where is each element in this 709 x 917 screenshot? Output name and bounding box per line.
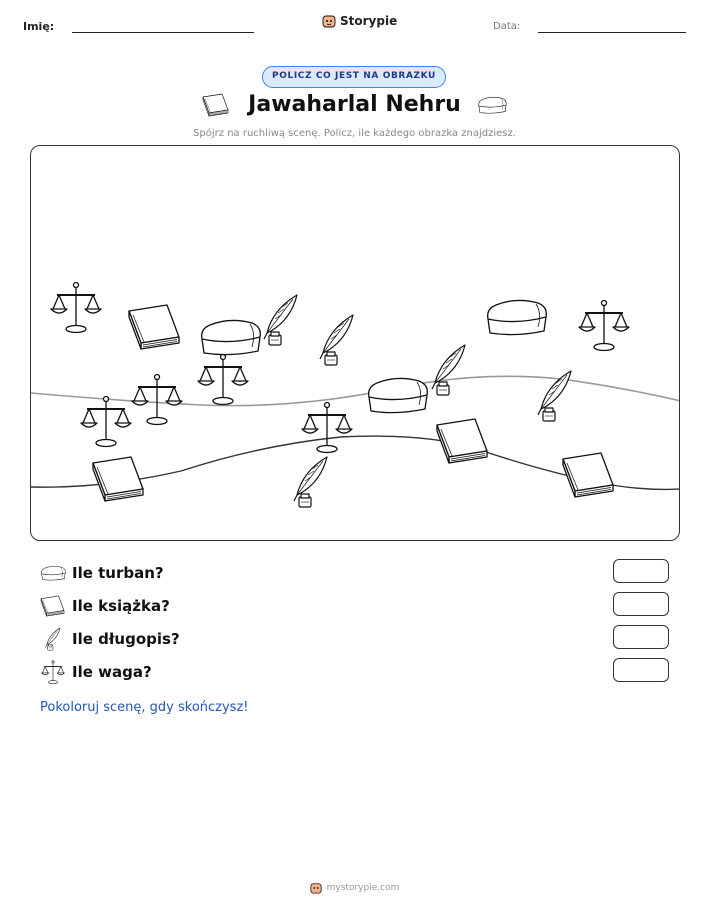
- instructions: Spójrz na ruchliwą scenę. Policz, ile każdego obrazka znajdziesz.: [193, 128, 516, 139]
- name-label: Imię:: [23, 20, 55, 33]
- question-label: Ile turban?: [72, 564, 164, 582]
- scale-icon: [40, 660, 66, 684]
- turban-icon: [488, 300, 547, 334]
- scale-icon: [579, 301, 629, 351]
- turban-icon: [369, 378, 428, 412]
- book-icon: [129, 305, 179, 349]
- scale-icon: [198, 355, 248, 405]
- answer-box-scale[interactable]: [613, 658, 669, 682]
- question-row-quill: [40, 627, 180, 651]
- storypie-logo: [322, 14, 397, 28]
- quill-icon: [294, 457, 327, 507]
- scale-icon: [302, 403, 352, 453]
- answer-box-quill[interactable]: [613, 625, 669, 649]
- busy-scene: [30, 145, 680, 541]
- scale-icon: [132, 375, 182, 425]
- quill-icon: [40, 627, 66, 651]
- quill-icon: [432, 345, 465, 395]
- question-label: Ile długopis?: [72, 630, 180, 648]
- quill-icon: [264, 295, 297, 345]
- quill-icon: [320, 315, 353, 365]
- scale-icon: [81, 397, 131, 447]
- date-label: Data:: [493, 21, 521, 32]
- question-row-turban: [40, 561, 164, 585]
- scale-icon: [51, 283, 101, 333]
- book-icon: [93, 457, 143, 501]
- question-row-book: [40, 594, 170, 618]
- site-footer: [0, 882, 709, 894]
- question-row-scale: [40, 660, 152, 684]
- coloring-note: Pokoloruj scenę, gdy skończysz!: [40, 700, 249, 715]
- storypie-logo-icon: [322, 14, 336, 28]
- turban-icon: [40, 564, 66, 582]
- question-label: Ile waga?: [72, 663, 152, 681]
- answer-box-turban[interactable]: [613, 559, 669, 583]
- site-url: mystorypie.com: [326, 883, 400, 893]
- book-icon: [40, 595, 66, 617]
- brand-name: Storypie: [340, 14, 398, 28]
- turban-icon: [477, 94, 507, 120]
- scene-illustration: [31, 146, 680, 541]
- book-icon: [437, 419, 487, 463]
- name-field[interactable]: [72, 32, 254, 33]
- storypie-logo-icon: [310, 882, 322, 894]
- question-label: Ile książka?: [72, 597, 170, 615]
- turban-icon: [202, 320, 261, 354]
- book-icon: [563, 453, 613, 497]
- answer-box-book[interactable]: [613, 592, 669, 616]
- activity-badge: POLICZ CO JEST NA OBRAZKU: [262, 66, 446, 88]
- date-field[interactable]: [538, 32, 686, 33]
- page-title: Jawaharlal Nehru: [248, 92, 461, 117]
